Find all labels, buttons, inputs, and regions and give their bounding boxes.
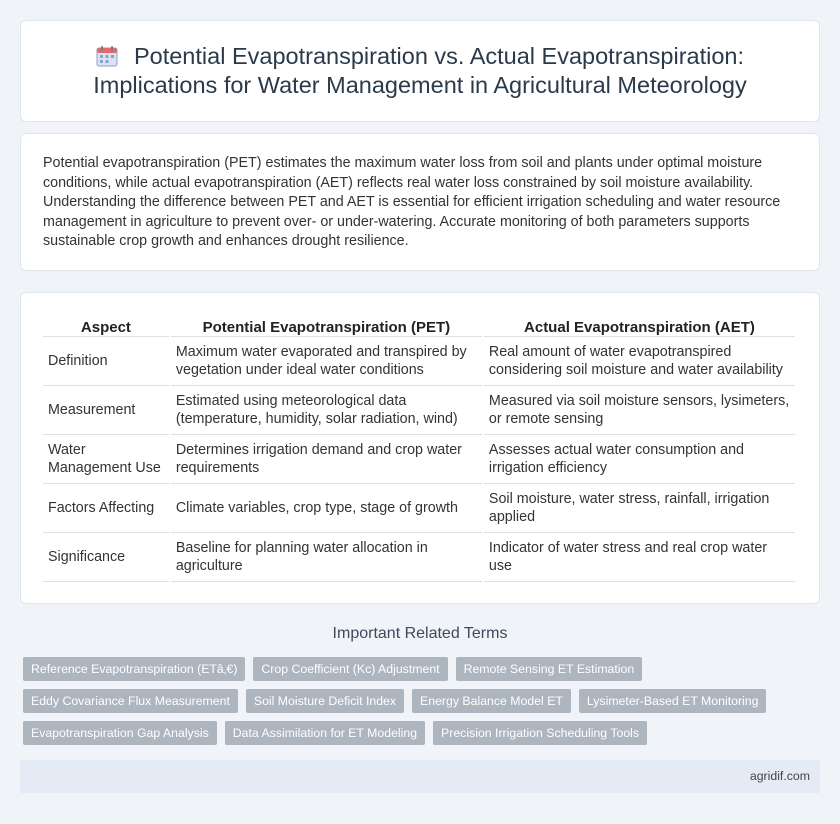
row-aspect: Water Management Use <box>43 435 169 484</box>
table-row <box>43 533 795 582</box>
row-pet: Climate variables, crop type, stage of growth <box>171 484 482 533</box>
row-pet: Estimated using meteorological data (temperature, humidity, solar radiation, wind) <box>171 386 482 435</box>
table-row <box>43 337 795 386</box>
related-term-tag[interactable]: Data Assimilation for ET Modeling <box>225 721 425 745</box>
related-term-tag[interactable]: Lysimeter-Based ET Monitoring <box>579 689 767 713</box>
table-row <box>43 484 795 533</box>
row-aspect: Definition <box>43 337 169 386</box>
header-aspect: Aspect <box>43 315 169 337</box>
row-aet: Measured via soil moisture sensors, lysimeters, or remote sensing <box>484 386 795 435</box>
row-aet: Soil moisture, water stress, rainfall, irrigation applied <box>484 484 795 533</box>
summary-card <box>20 133 820 271</box>
row-pet: Maximum water evaporated and transpired by vegetation under ideal water conditions <box>171 337 482 386</box>
related-term-tag[interactable]: Reference Evapotranspiration (ETâ‚€) <box>23 657 245 681</box>
related-term-tag[interactable]: Soil Moisture Deficit Index <box>246 689 404 713</box>
comparison-card <box>20 292 820 604</box>
row-pet: Baseline for planning water allocation in agriculture <box>171 533 482 582</box>
page-title-text: Potential Evapotranspiration vs. Actual Evapotranspiration: Implications for Water Management in Agricultural Meteorology <box>93 43 747 98</box>
related-terms-list <box>23 657 823 753</box>
table-header-row <box>43 315 795 337</box>
page-title <box>50 42 790 100</box>
related-term-tag[interactable]: Energy Balance Model ET <box>412 689 571 713</box>
related-term-tag[interactable]: Remote Sensing ET Estimation <box>456 657 643 681</box>
comparison-table <box>41 315 797 582</box>
table-row <box>43 435 795 484</box>
row-aspect: Measurement <box>43 386 169 435</box>
related-terms-title: Important Related Terms <box>332 625 508 642</box>
row-aspect: Significance <box>43 533 169 582</box>
related-term-tag[interactable]: Eddy Covariance Flux Measurement <box>23 689 238 713</box>
row-aspect: Factors Affecting <box>43 484 169 533</box>
footer <box>20 760 820 793</box>
row-aet: Indicator of water stress and real crop water use <box>484 533 795 582</box>
row-pet: Determines irrigation demand and crop water requirements <box>171 435 482 484</box>
header-aet: Actual Evapotranspiration (AET) <box>484 315 795 337</box>
row-aet: Real amount of water evapotranspired considering soil moisture and water availability <box>484 337 795 386</box>
row-aet: Assesses actual water consumption and irrigation efficiency <box>484 435 795 484</box>
title-card <box>20 20 820 122</box>
calendar-icon <box>96 45 118 67</box>
summary-text: Potential evapotranspiration (PET) estimates the maximum water loss from soil and plants under optimal moisture conditions, while actual evapotranspiration (AET) reflects real water loss constrained by soil moisture availability. Understanding the difference between PET and AET is essential for efficient irrigation scheduling and water resource management in agriculture to prevent over- or under-watering. Accurate monitoring of both parameters supports sustainable crop growth and enhances drought resilience. <box>43 155 781 250</box>
header-pet: Potential Evapotranspiration (PET) <box>171 315 482 337</box>
footer-site-link[interactable]: agridif.com <box>749 769 810 783</box>
related-term-tag[interactable]: Precision Irrigation Scheduling Tools <box>433 721 647 745</box>
table-row <box>43 386 795 435</box>
related-term-tag[interactable]: Crop Coefficient (Kc) Adjustment <box>253 657 447 681</box>
related-term-tag[interactable]: Evapotranspiration Gap Analysis <box>23 721 217 745</box>
